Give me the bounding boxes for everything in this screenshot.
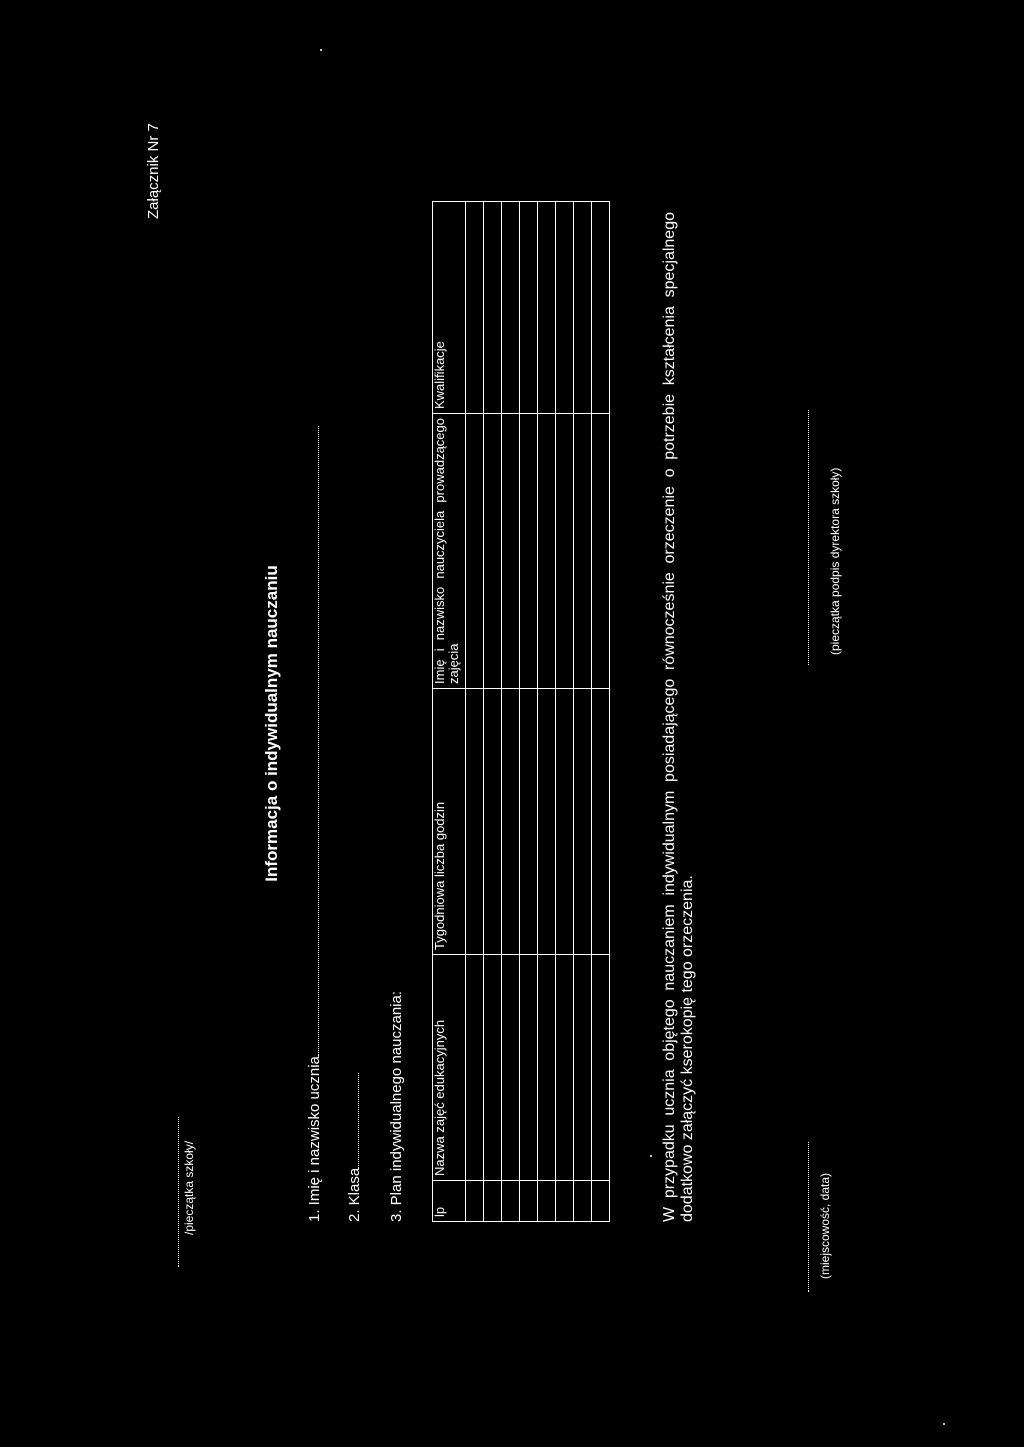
cell-teacher-name[interactable] (502, 414, 520, 689)
cell-qualifications[interactable] (466, 202, 484, 414)
cell-lp[interactable] (520, 1181, 538, 1222)
header-teacher-name: Imię i nazwisko nauczyciela prowadzącego zajęcia (433, 414, 466, 689)
header-weekly-hours: Tygodniowa liczba godzin (433, 689, 466, 955)
director-signature-line (808, 410, 809, 665)
cell-lp[interactable] (574, 1181, 592, 1222)
cell-teacher-name[interactable] (538, 414, 556, 689)
cell-weekly-hours[interactable] (574, 689, 592, 955)
scan-speck (650, 1155, 652, 1157)
table-row (502, 202, 520, 1222)
scan-speck (943, 1423, 945, 1425)
cell-teacher-name[interactable] (520, 414, 538, 689)
student-name-label: 1. Imię i nazwisko ucznia (306, 1056, 323, 1222)
table-row (556, 202, 574, 1222)
cell-lp[interactable] (502, 1181, 520, 1222)
school-stamp-label: /pieczątka szkoły/ (182, 1140, 196, 1235)
cell-subject-name[interactable] (556, 955, 574, 1181)
cell-teacher-name[interactable] (466, 414, 484, 689)
cell-subject-name[interactable] (574, 955, 592, 1181)
table-row (520, 202, 538, 1222)
student-name-input-line[interactable] (318, 426, 319, 1056)
cell-subject-name[interactable] (502, 955, 520, 1181)
header-subject-name: Nazwa zajęć edukacyjnych (433, 955, 466, 1181)
cell-weekly-hours[interactable] (556, 689, 574, 955)
cell-qualifications[interactable] (538, 202, 556, 414)
cell-lp[interactable] (484, 1181, 502, 1222)
plan-heading: 3. Plan indywidualnego nauczania: (388, 991, 405, 1222)
place-date-label: (miejscowość, data) (818, 1172, 832, 1279)
cell-teacher-name[interactable] (484, 414, 502, 689)
cell-weekly-hours[interactable] (538, 689, 556, 955)
cell-lp[interactable] (592, 1181, 610, 1222)
cell-subject-name[interactable] (466, 955, 484, 1181)
cell-teacher-name[interactable] (556, 414, 574, 689)
cell-subject-name[interactable] (538, 955, 556, 1181)
cell-qualifications[interactable] (484, 202, 502, 414)
cell-lp[interactable] (466, 1181, 484, 1222)
table-header-row (433, 202, 466, 1222)
cell-subject-name[interactable] (484, 955, 502, 1181)
class-field (346, 1073, 363, 1222)
scan-speck (320, 49, 322, 51)
annex-label: Załącznik Nr 7 (145, 123, 162, 219)
cell-weekly-hours[interactable] (484, 689, 502, 955)
table-row (592, 202, 610, 1222)
cell-qualifications[interactable] (502, 202, 520, 414)
student-name-field (306, 426, 323, 1222)
cell-lp[interactable] (556, 1181, 574, 1222)
cell-weekly-hours[interactable] (502, 689, 520, 955)
cell-subject-name[interactable] (520, 955, 538, 1181)
cell-qualifications[interactable] (556, 202, 574, 414)
cell-weekly-hours[interactable] (592, 689, 610, 955)
place-date-line (808, 1142, 809, 1292)
cell-weekly-hours[interactable] (520, 689, 538, 955)
table-row (466, 202, 484, 1222)
table-row (484, 202, 502, 1222)
school-stamp-line (178, 1117, 179, 1267)
header-lp: lp (433, 1181, 466, 1222)
cell-qualifications[interactable] (574, 202, 592, 414)
document-title: Informacja o indywidualnym nauczaniu (262, 565, 281, 882)
cell-teacher-name[interactable] (592, 414, 610, 689)
cell-lp[interactable] (538, 1181, 556, 1222)
cell-qualifications[interactable] (520, 202, 538, 414)
special-education-note: W przypadku ucznia objętego nauczaniem indywidualnym posiadającego równocześnie orzeczenie o potrzebie kształcenia specjalnego dodatkowo załączyć kserokopię tego orzeczenia. (661, 212, 696, 1222)
plan-table (432, 201, 610, 1222)
class-input-line[interactable] (358, 1073, 359, 1168)
header-qualifications: Kwalifikacje (433, 202, 466, 414)
cell-subject-name[interactable] (592, 955, 610, 1181)
director-signature-label: (pieczątka podpis dyrektora szkoły) (828, 467, 842, 655)
cell-teacher-name[interactable] (574, 414, 592, 689)
cell-weekly-hours[interactable] (466, 689, 484, 955)
table-row (574, 202, 592, 1222)
class-label: 2. Klasa (346, 1167, 363, 1222)
cell-qualifications[interactable] (592, 202, 610, 414)
table-row (538, 202, 556, 1222)
